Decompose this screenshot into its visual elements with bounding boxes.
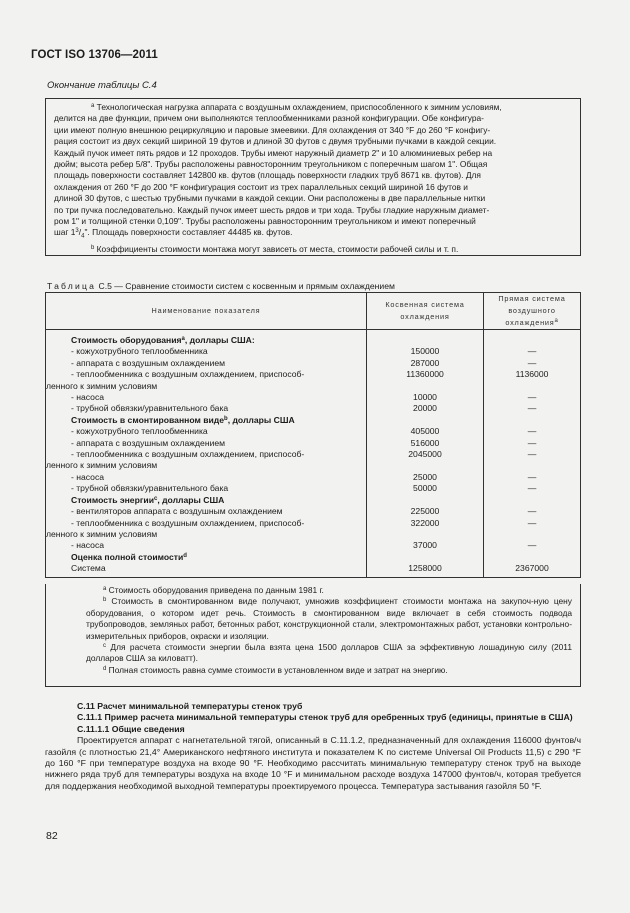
note-a-block (46, 99, 580, 255)
table-row: - трубной обвязки/уравнительного бака 20000 — (46, 403, 581, 414)
section-c11 (45, 701, 581, 792)
table-c4-notes (45, 98, 581, 256)
pitch-suffix: ". (84, 227, 90, 238)
table-row: - теплообменника с воздушным охлаждением, приспособ- ленного к зимним условиям 322000 — (46, 518, 581, 541)
note-a-line: по три пучка последовательно. Каждый пучок имеет шесть рядов и три хода. Трубы гладкие наружным диамет- (54, 204, 490, 215)
table-row: - кожухотрубного теплообменника 405000 — (46, 426, 581, 437)
section-equipment-cost: Стоимость оборудования$^а$, доллары США: (46, 330, 367, 347)
note-a-line: ции имеют полную внешнюю рециркуляцию и паровые змеевики. Для охлаждения от 340 °F до 260 °F конфигу- (54, 124, 491, 135)
table-continuation-label: Окончание таблицы С.4 (47, 80, 157, 91)
table-section-row (46, 330, 581, 347)
note-b-text: Коэффициенты стоимости монтажа могут зависеть от места, стоимости рабочей силы и т. п. (96, 243, 459, 254)
heading-c11: С.11 Расчет минимальной температуры стенок труб (77, 701, 303, 711)
table-row: - насоса 37000 — (46, 540, 581, 551)
note-a-line: Технологическая нагрузка аппарата с воздушным охлаждением, приспособленного к зимним условиям, (96, 102, 502, 112)
note-a-line: площадь поверхности составляет 142800 кв. футов (площадь поверхности гладких труб 8671 кв. футов). Для (54, 170, 481, 181)
note-a: $^а$ Стоимость оборудования приведена по данным 1981 г. (103, 585, 324, 595)
table-row: - трубной обвязки/уравнительного бака 50000 — (46, 483, 581, 494)
document-header: ГОСТ ISO 13706—2011 (31, 49, 158, 61)
table-c5 (45, 292, 581, 578)
table-c5-caption (47, 281, 395, 291)
page-number: 82 (46, 830, 58, 842)
note-a-line: охлаждения от 260 °F до 200 °F конфигурация состоит из трех параллельных секций шириной 16 футов и (54, 181, 468, 192)
note-a-line: делится на две функции, причем они выполняются теплообменниками разной конфигурации. Обе конфигура- (54, 113, 484, 124)
note-a-line: ром 1" и толщиной стенки 0,109". Трубы расположены равносторонним треугольником и имеют поперечный (54, 216, 476, 227)
table-row: - кожухотрубного теплообменника 150000 — (46, 346, 581, 357)
section-installed-cost: Стоимость в смонтированном виде$^b$, доллары США (46, 415, 367, 426)
note-a-mark: a (91, 103, 95, 109)
col-header-indirect: Косвенная система охлаждения (367, 293, 484, 330)
table-row: - вентиляторов аппарата с воздушным охлаждением 225000 — (46, 506, 581, 517)
table-row: - насоса 10000 — (46, 392, 581, 403)
pitch-num: 3 (75, 228, 79, 235)
section-energy-cost: Стоимость энергии$^с$, доллары США (46, 495, 367, 506)
heading-c11-1: С.11.1 Пример расчета минимальной температуры стенок труб для оребренных труб (единицы, принятые в США) (77, 712, 573, 723)
table-row: - насоса 25000 — (46, 472, 581, 483)
paragraph: Проектируется аппарат с нагнетательной тягой, описанный в С.11.1.2, предназначенный для охлаждения 116000 фунтов/ч газойля (с плотностью 21,4° Американского нефтяного института и показателем K по системе Universal Oil Products 11,5) с 290 °F до 160 °F при температуре воздуха на входе 90 °F. Необходимо рассчитать минимальную температуру стенок труб на выходе нижнего ряда труб для температуры воздуха на входе 10 °F и минимальном расходе воздуха 147000 фунтов/ч, которая требуется для поддержания необходимой выходной температуры проектируемого процесса. Температура застывания газойля 50 °F. (45, 735, 581, 791)
note-a-line: длиной 30 футов, с шестью трубными пучками в каждой секции. Они расположены в две параллельные нитки (54, 193, 486, 204)
caption-prefix: Таблица (47, 281, 97, 291)
col-header-indicator: Наименование показателя (46, 293, 367, 330)
table-section-row (46, 415, 581, 426)
pitch-den: 4 (81, 234, 85, 241)
table-c5-notes (45, 584, 581, 687)
note-a-last-line: шаг $1^3/_4$". Площадь поверхности составляет 44485 кв. футов. (54, 227, 293, 241)
note-d: $^d$ Полная стоимость равна сумме стоимости в установленном виде и затрат на энергию. (103, 664, 448, 675)
table-row: - теплообменника с воздушным охлаждением, приспособ- ленного к зимним условиям 2045000 — (46, 449, 581, 472)
table-row: Система 1258000 2367000 (46, 563, 581, 577)
table-row: - аппарата с воздушным охлаждением 516000 — (46, 438, 581, 449)
table-row: - аппарата с воздушным охлаждением 287000 — (46, 358, 581, 369)
note-b-mark: b (91, 244, 95, 251)
table-section-row (46, 495, 581, 506)
heading-c11-1-1: С.11.1.1 Общие сведения (77, 723, 185, 734)
note-a-line: Площадь поверхности составляет 44485 кв. футов. (92, 227, 293, 238)
table-row: - теплообменника с воздушным охлаждением, приспособ- ленного к зимним условиям 11360000 1136000 (46, 369, 581, 392)
col-header-direct: Прямая система воздушного охлаждения$^а$ (484, 293, 581, 330)
section-total-cost: Оценка полной стоимости$^d$ (46, 552, 367, 563)
note-a-line: рация состоит из двух секций шириной 19 футов и длиной 30 футов с двумя трубными пучками в каждой секции. (54, 136, 497, 147)
pitch-prefix: шаг 1 (54, 227, 76, 238)
note-a-line: Каждый пучок имеет пять рядов и 12 проходов. Трубы имеют наружный диаметр 2" и 10 алюминиевых ребер на (54, 147, 493, 158)
note-a-line: дюйм; высота ребер 5/8". Трубы расположены равносторонним треугольником с поперечным шагом 1". Общая (54, 159, 488, 170)
table-section-row (46, 552, 581, 563)
note-b: $^b$ Стоимость в смонтированном виде получают, умножив коэффициент стоимости монтажа на закупоч-ную цену оборудования, о котором идет речь. Стоимость в смонтированном виде включает в себя стоимость подвода трубопроводов, земляных работ, бетонных работ, конструкционной стали, электромонтажных работ, установки контрольно-измерительных приборов, окраски и изоляции. (86, 596, 572, 641)
note-c: $^с$ Для расчета стоимости энергии была взята цена 1500 долларов США за эффективную лошадиную силу (2011 долларов США за киловатт). (86, 642, 573, 664)
table-header-row (46, 293, 581, 330)
caption-rest: С.5 — Сравнение стоимости систем с косвенным и прямым охлаждением (98, 281, 395, 291)
